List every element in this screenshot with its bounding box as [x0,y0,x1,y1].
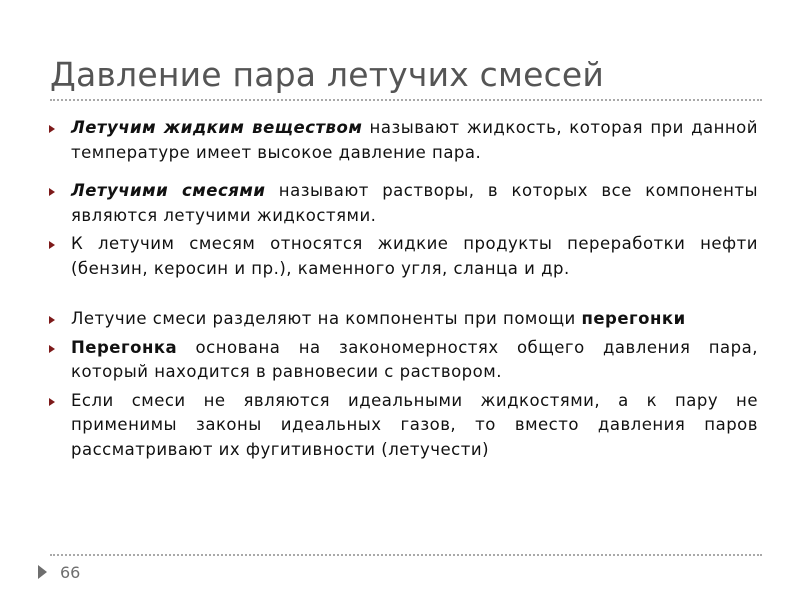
bullet-item-separation [48,307,758,332]
term-distillation-definition: Перегонка [71,337,178,357]
slide-title: Давление пара летучих смесей [50,55,605,94]
bullet-text: Летучие смеси разделяют на компоненты при помощи [71,309,582,328]
bullet-arrow-icon [49,188,55,196]
term-distillation: перегонки [581,309,686,328]
page-number: 66 [60,562,81,582]
slide-footer [38,562,80,582]
play-triangle-icon[interactable] [38,565,47,579]
bullet-text: основана на закономерностях общего давления пара, который находится в равновесии с раствором. [71,337,758,381]
bullet-text: называют жидкость, которая при данной температуре имеет высокое давление пара. [71,118,758,162]
bullet-text: К летучим смесям относятся жидкие продукты переработки нефти (бензин, керосин и пр.), каменного угля, сланца и др. [71,234,758,278]
footer-divider [50,554,762,556]
bullet-arrow-icon [49,125,55,133]
bullet-item-fugacity [48,389,758,463]
title-divider [50,99,762,101]
bullet-list [48,116,758,462]
bullet-arrow-icon [49,345,55,353]
bullet-arrow-icon [49,398,55,406]
bullet-text: Если смеси не являются идеальными жидкостями, а к пару не применимы законы идеальных газов, то вместо давления паров рассматривают их фугитивности (летучести) [71,390,758,459]
bullet-text: называют растворы, в которых все компоненты являются летучими жидкостями. [71,181,759,225]
term-volatile-liquid: Летучим жидким веществом [71,118,363,137]
bullet-item-volatile-liquid [48,116,758,165]
term-volatile-mixtures: Летучими смесями [71,181,266,200]
bullet-arrow-icon [49,316,55,324]
bullet-item-distillation [48,336,758,385]
bullet-item-examples [48,232,758,281]
bullet-arrow-icon [49,241,55,249]
bullet-item-volatile-mixtures [48,179,758,228]
